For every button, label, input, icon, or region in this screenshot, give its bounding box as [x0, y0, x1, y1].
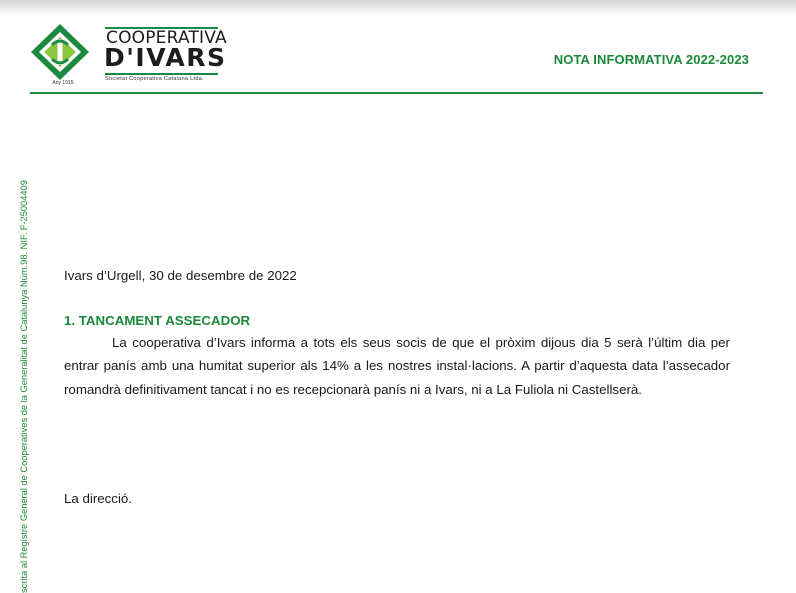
registry-side-note: scrita al Registre General de Cooperatives de la Generalitat de Catalunya Núm.98. NIF. F-25004409	[19, 180, 29, 593]
signature: La direcció.	[64, 491, 132, 506]
cooperative-logo-icon	[30, 23, 90, 81]
section-heading: 1. TANCAMENT ASSECADOR	[64, 313, 251, 328]
logo-year: Any 1915	[52, 80, 74, 86]
header-divider	[30, 92, 763, 94]
page-title: NOTA INFORMATIVA 2022-2023	[553, 52, 749, 67]
brand-name-line2: D'IVARS	[104, 43, 227, 72]
brand-name-line1: COOPERATIVA	[106, 28, 227, 48]
brand-rule-bottom	[105, 73, 218, 75]
brand-subtitle: Societat Cooperativa Catalana Ltda.	[105, 76, 204, 82]
document-date: Ivars d’Urgell, 30 de desembre de 2022	[64, 268, 297, 283]
body-paragraph: La cooperativa d’Ivars informa a tots els seus socis de que el pròxim dijous dia 5 serà l’últim dia per entrar panís amb una humitat superior als 14% a les nostres instal·lacions. A partir d’aquesta data l’assecador romandrà definitivament tancat i no es recepcionarà panís ni a Ivars, ni a La Fuliola ni Castellserà.	[64, 335, 730, 397]
top-shadow	[0, 0, 796, 16]
